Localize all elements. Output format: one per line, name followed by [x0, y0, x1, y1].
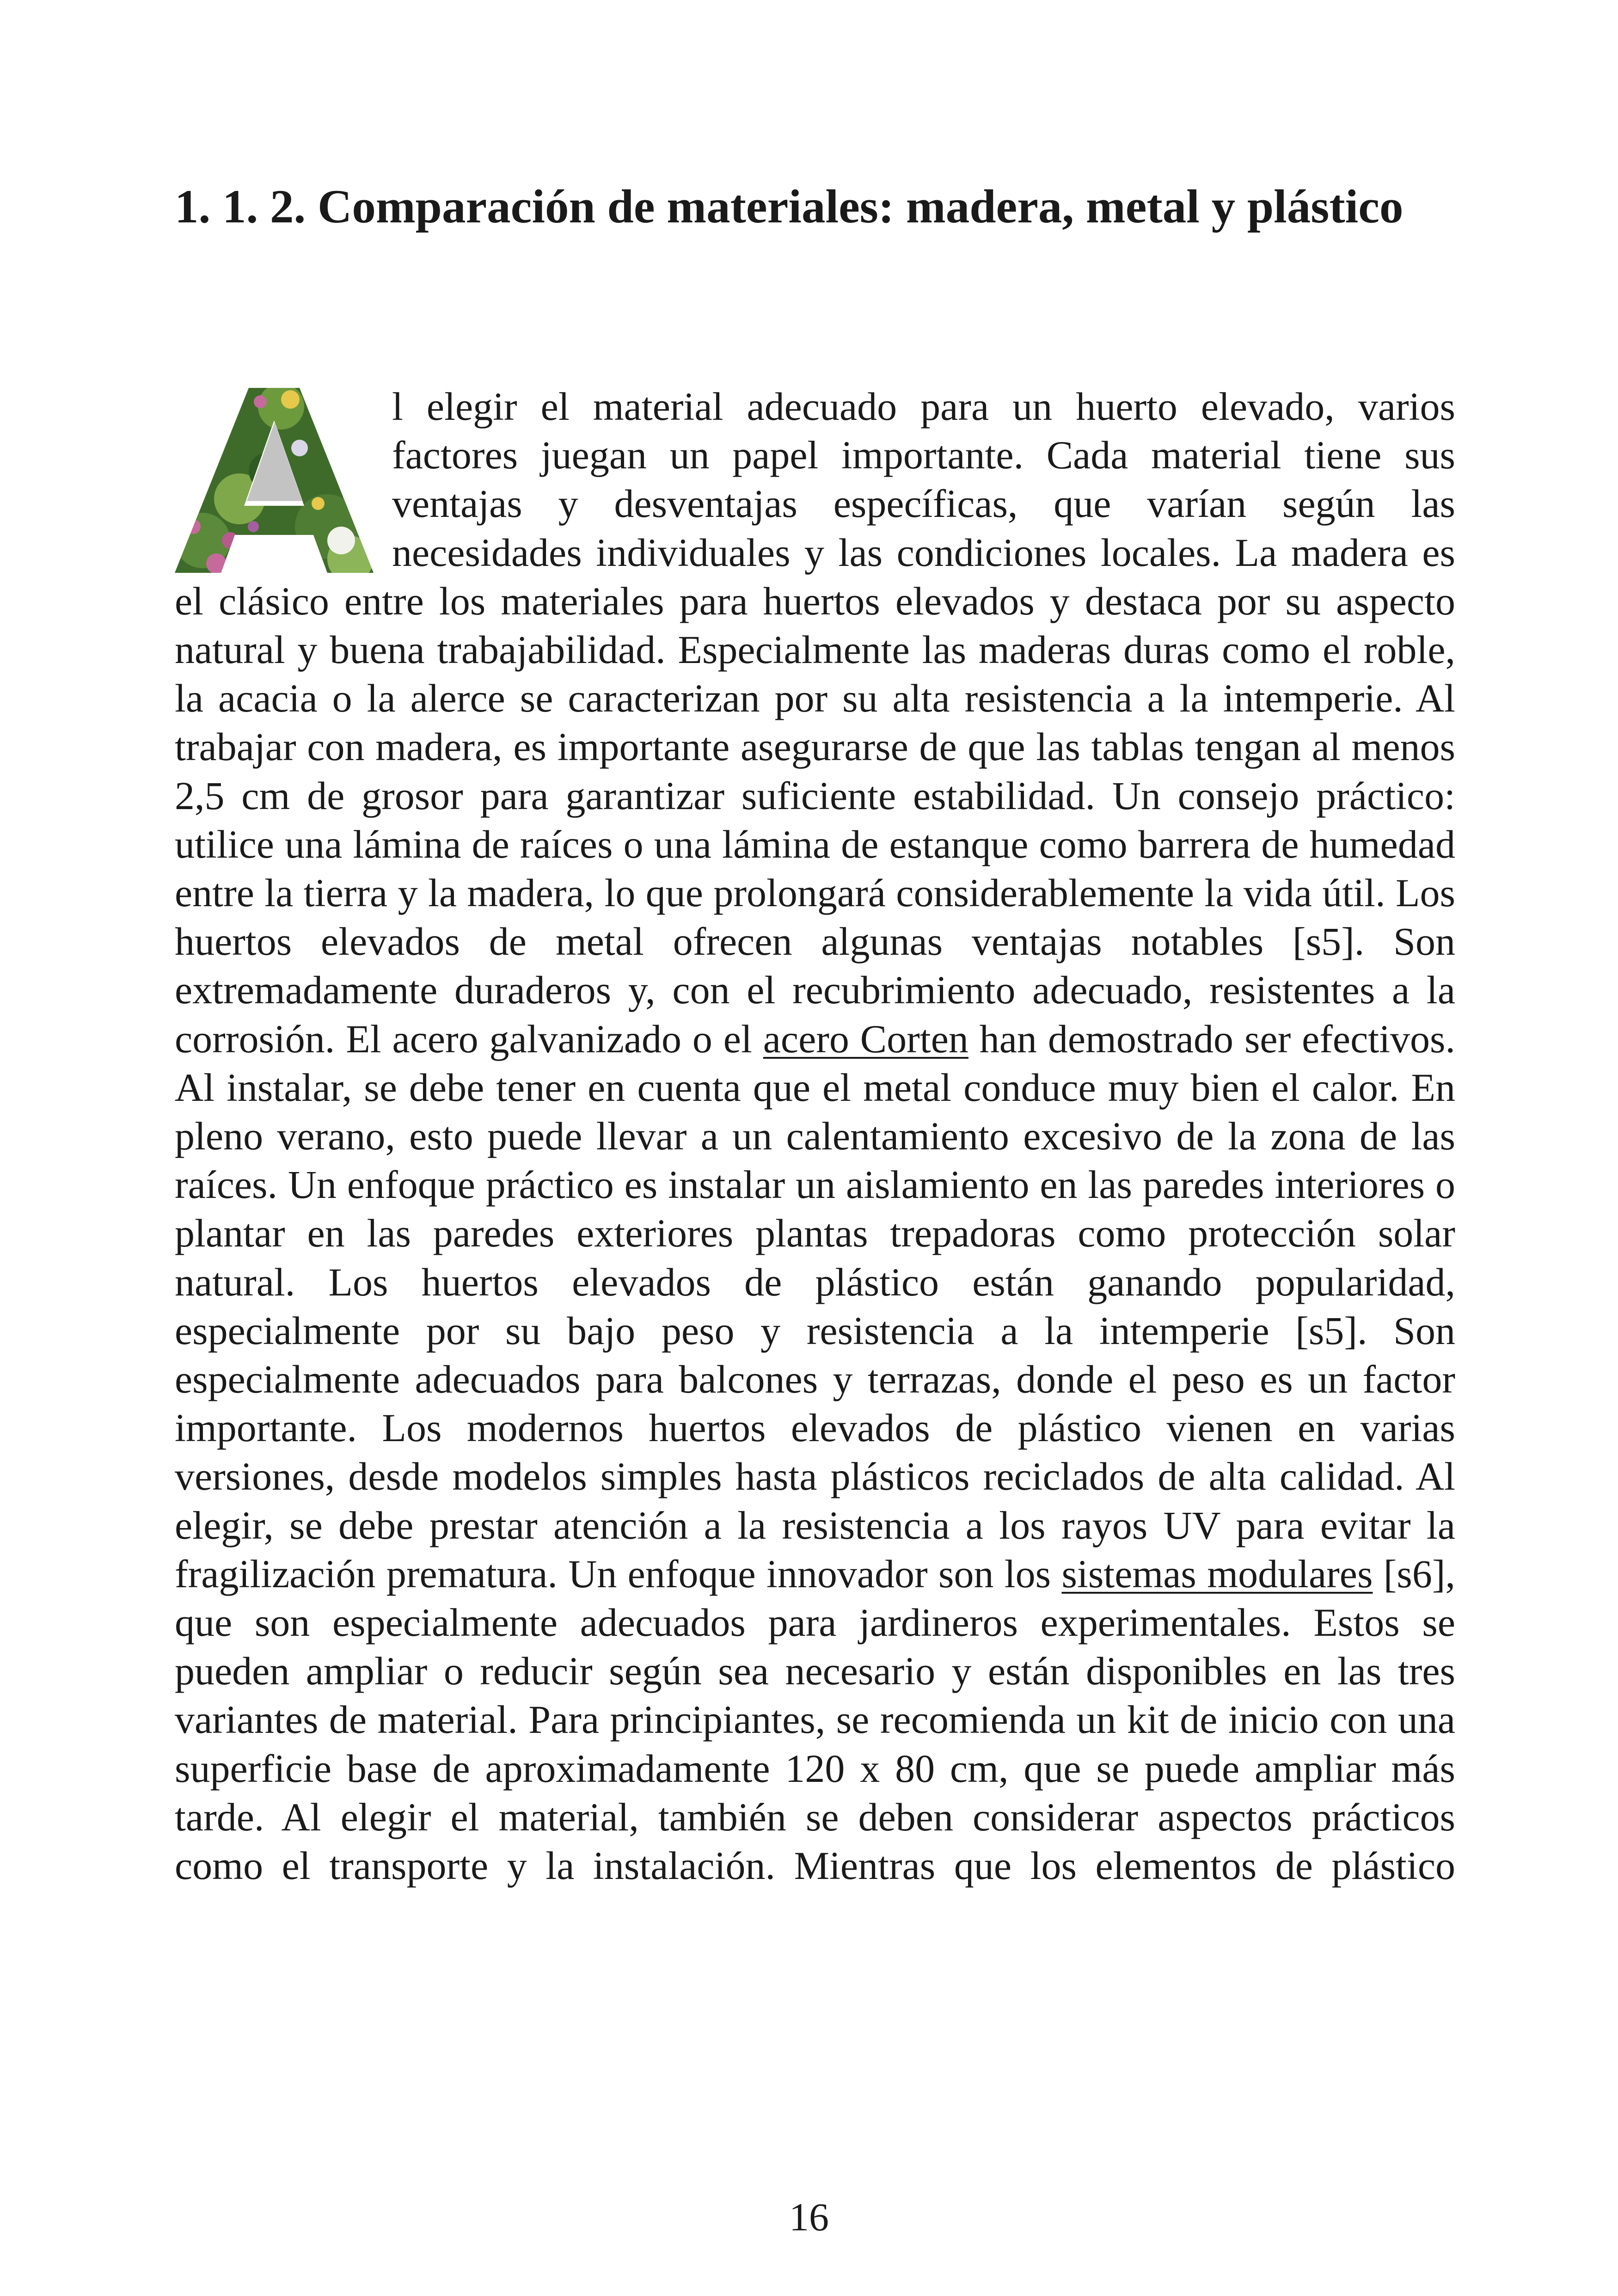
section-heading: 1. 1. 2. Comparación de materiales: madera, metal y plástico — [175, 180, 1403, 233]
acero-corten-link[interactable]: acero Corten — [763, 1016, 968, 1061]
sistemas-modulares-link[interactable]: sistemas modulares — [1061, 1551, 1373, 1596]
paragraph-text: han demostrado ser efectivos. Al instalar, se debe tener en cuenta que el metal conduce muy bien el calor. En pleno verano, esto puede llevar a un calentamiento excesivo de la zona de las raíces. Un enfoque práctico es instalar un aislamiento en las paredes interiores o plantar en las paredes exteriores plantas trepadoras como protección solar natural. Los huertos elevados de plástico están ganando popularidad, especialmente por su bajo peso y resistencia a la intemperie [s5]. Son especialmente adecuados para balcones y terrazas, donde el peso es un factor importante. Los modernos huertos elevados de plástico vienen en varias versiones, desde modelos simples hasta plásticos reciclados de alta calidad. Al elegir, se debe prestar atención a la resistencia a los rayos UV para evitar la fragilización prematura. Un enfoque innovador son los — [175, 1016, 1456, 1596]
paragraph-text: [s6], que son especialmente adecuados para jardineros experimentales. Estos se pueden ampliar o reducir según sea necesario y están disponibles en las tres variantes de material. Para principiantes, se recomienda un kit de inicio con una superficie base de aproximadamente 120 x 80 cm, que se puede ampliar más tarde. Al elegir el material, también se deben considerar aspectos prácticos como el transporte y la instalación. Mientras que los elementos de plástico — [175, 1551, 1456, 1888]
body-paragraph — [175, 382, 1455, 1890]
paragraph-text: l elegir el material adecuado para un huerto elevado, varios factores juegan un papel importante. Cada material tiene sus ventajas y desventajas específicas, que varían según las necesidades individuales y las condiciones locales. La madera es el clásico entre los materiales para huertos elevados y destaca por su aspecto natural y buena trabajabilidad. Especialmente las maderas duras como el roble, la acacia o la alerce se caracterizan por su alta resistencia a la intemperie. Al trabajar con madera, es importante asegurarse de que las tablas tengan al menos 2,5 cm de grosor para garantizar suficiente estabilidad. Un consejo práctico: utilice una lámina de raíces o una lámina de estanque como barrera de humedad entre la tierra y la madera, lo que prolongará considerablemente la vida útil. Los huertos elevados de metal ofrecen algunas ventajas notables [s5]. Son extremadamente duraderos y, con el recubrimiento adecuado, resistentes a la corrosión. El acero galvanizado o el — [175, 384, 1455, 1061]
floral-letter-a-icon — [175, 388, 374, 573]
page-number: 16 — [789, 2195, 829, 2239]
